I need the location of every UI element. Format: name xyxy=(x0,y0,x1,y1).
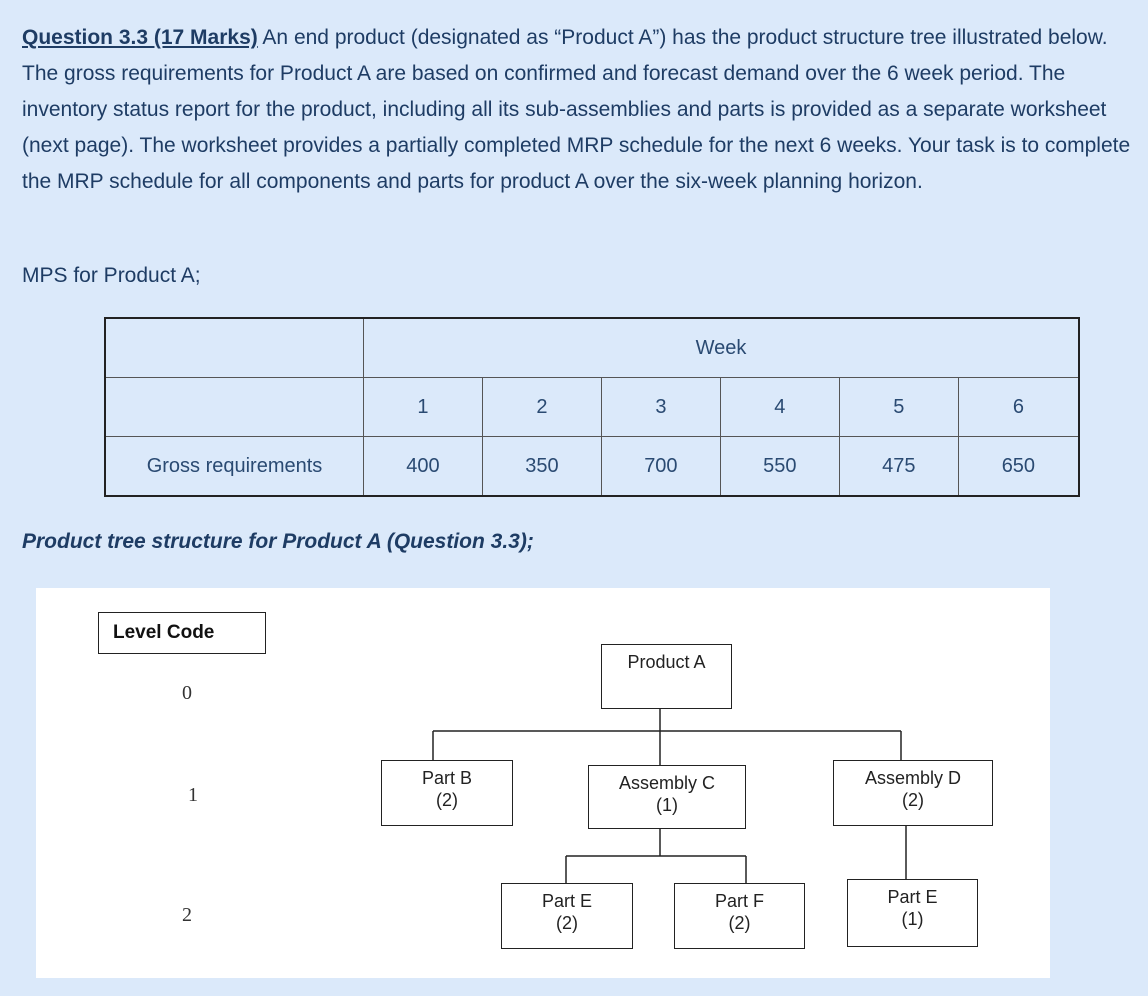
node-name: Product A xyxy=(627,652,706,672)
node-part-e xyxy=(847,879,978,947)
week-number: 2 xyxy=(482,378,601,437)
node-quantity: (2) xyxy=(556,913,578,933)
level-0-label: 0 xyxy=(182,682,192,704)
mps-label: MPS for Product A; xyxy=(22,264,201,287)
node-name: Part B xyxy=(421,768,473,788)
node-part-e xyxy=(501,883,633,949)
week-header: Week xyxy=(364,318,1080,378)
question-heading: Question 3.3 (17 Marks) xyxy=(22,26,258,49)
node-name: Assembly D xyxy=(864,768,962,788)
week-number: 4 xyxy=(720,378,839,437)
gross-requirement-cell: 350 xyxy=(482,437,601,497)
table-row xyxy=(105,378,1079,437)
gross-requirement-cell: 400 xyxy=(364,437,483,497)
gross-requirement-cell: 650 xyxy=(958,437,1079,497)
question-paragraph xyxy=(22,20,1142,200)
node-quantity: (1) xyxy=(901,909,924,929)
mps-table xyxy=(104,317,1080,497)
level-1-label: 1 xyxy=(188,784,198,806)
node-quantity: (1) xyxy=(656,795,678,815)
empty-cell xyxy=(105,378,364,437)
node-name: Assembly C xyxy=(618,773,716,793)
node-quantity: (2) xyxy=(436,790,458,810)
node-part-b xyxy=(381,760,513,826)
node-quantity: (2) xyxy=(728,913,751,933)
row-label: Gross requirements xyxy=(105,437,364,497)
week-number: 3 xyxy=(601,378,720,437)
week-number: 6 xyxy=(958,378,1079,437)
gross-requirement-cell: 550 xyxy=(720,437,839,497)
node-assembly-c xyxy=(588,765,746,829)
question-body: An end product (designated as “Product A”) has the product structure tree illustrated below. The gross requirements for Product A are based on confirmed and forecast demand over the 6 week period. The inventory status report for the product, including all its sub-assemblies and parts is provided as a separate worksheet (next page). The worksheet provides a partially completed MRP schedule for the next 6 weeks. Your task is to complete the MRP schedule for all components and parts for product A over the six-week planning horizon. xyxy=(22,26,1131,193)
tree-section-title: Product tree structure for Product A (Question 3.3); xyxy=(22,530,534,553)
product-tree-diagram xyxy=(36,588,1050,978)
node-product-a xyxy=(601,644,732,709)
gross-requirement-cell: 700 xyxy=(601,437,720,497)
table-row xyxy=(105,318,1079,378)
level-code-label: Level Code xyxy=(98,612,266,654)
gross-requirement-cell: 475 xyxy=(839,437,958,497)
node-assembly-d xyxy=(833,760,993,826)
node-name: Part E xyxy=(541,891,593,911)
node-quantity: (2) xyxy=(902,790,924,810)
week-number: 5 xyxy=(839,378,958,437)
node-name: Part E xyxy=(887,887,938,907)
node-part-f xyxy=(674,883,805,949)
week-number: 1 xyxy=(364,378,483,437)
empty-cell xyxy=(105,318,364,378)
level-2-label: 2 xyxy=(182,904,192,926)
table-row xyxy=(105,437,1079,497)
node-name: Part F xyxy=(714,891,764,911)
